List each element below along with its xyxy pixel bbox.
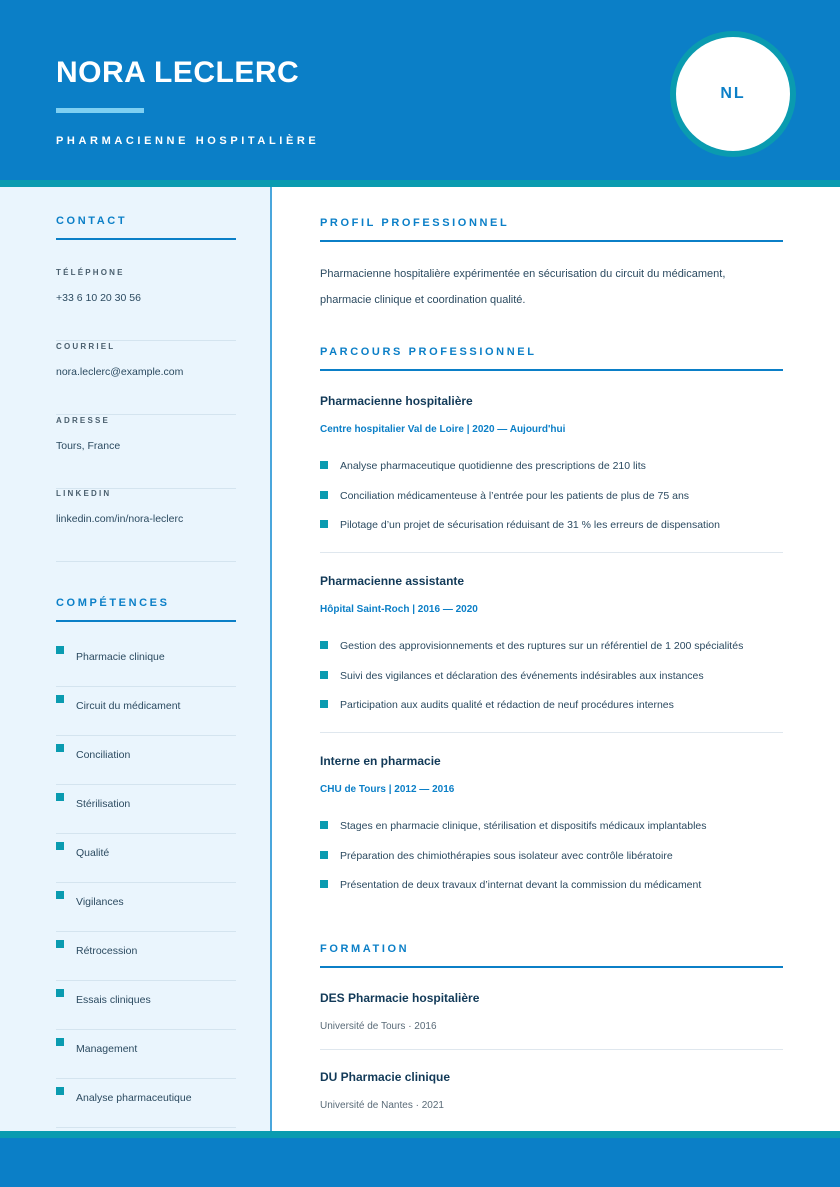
address-value: Tours, France (56, 440, 121, 452)
skill-item (56, 638, 236, 687)
job-bullet (320, 490, 783, 506)
job-bullet (320, 460, 783, 476)
square-bullet-icon (320, 491, 328, 499)
skill-label: Essais cliniques (76, 994, 151, 1006)
square-bullet-icon (56, 793, 64, 801)
square-bullet-icon (56, 989, 64, 997)
education-degree: DU Pharmacie clinique (320, 1070, 451, 1084)
skill-item (56, 932, 236, 981)
square-bullet-icon (56, 695, 64, 703)
skill-item (56, 981, 236, 1030)
contact-label: ADRESSE (56, 416, 111, 425)
square-bullet-icon (320, 671, 328, 679)
skill-label: Circuit du médicament (76, 700, 181, 712)
skill-item (56, 1079, 236, 1128)
square-bullet-icon (56, 891, 64, 899)
header-accent-stripe (0, 180, 840, 187)
skill-label: Rétrocession (76, 945, 138, 957)
square-bullet-icon (56, 1087, 64, 1095)
square-bullet-icon (320, 700, 328, 708)
job-entry (320, 574, 783, 733)
contact-phone (56, 268, 236, 341)
skill-item (56, 687, 236, 736)
skills-list (56, 638, 236, 1128)
contact-heading: CONTACT (56, 215, 236, 240)
email-value: nora.leclerc@example.com (56, 366, 184, 378)
job-role: Interne en pharmacie (320, 754, 441, 768)
contact-label: TÉLÉPHONE (56, 268, 125, 277)
footer-accent-stripe (0, 1131, 840, 1138)
skill-label: Vigilances (76, 896, 124, 908)
contact-label: LINKEDIN (56, 489, 112, 498)
bullet-text: Pilotage d’un projet de sécurisation réduisant de 31 % les erreurs de dispensation (340, 519, 720, 531)
name-underline (56, 108, 144, 113)
bullet-text: Gestion des approvisionnements et des ruptures sur un référentiel de 1 200 spécialités (340, 640, 744, 652)
education-degree: DES Pharmacie hospitalière (320, 991, 480, 1005)
skill-label: Conciliation (76, 749, 131, 761)
skill-label: Management (76, 1043, 138, 1055)
contact-label: COURRIEL (56, 342, 116, 351)
education-detail: Université de Tours · 2016 (320, 1021, 437, 1032)
job-title: PHARMACIENNE HOSPITALIÈRE (56, 135, 320, 147)
education-heading: FORMATION (320, 943, 783, 968)
square-bullet-icon (320, 641, 328, 649)
square-bullet-icon (320, 851, 328, 859)
square-bullet-icon (56, 1038, 64, 1046)
experience-heading: PARCOURS PROFESSIONNEL (320, 346, 783, 371)
bullet-text: Préparation des chimiothérapies sous isolateur avec contrôle libératoire (340, 850, 673, 862)
bullet-text: Stages en pharmacie clinique, stérilisation et dispositifs médicaux implantables (340, 820, 707, 832)
contact-address (56, 416, 236, 489)
skill-item (56, 736, 236, 785)
job-bullet (320, 640, 783, 656)
square-bullet-icon (320, 880, 328, 888)
job-bullet (320, 519, 783, 535)
bullet-text: Participation aux audits qualité et rédaction de neuf procédures internes (340, 699, 674, 711)
job-meta: Hôpital Saint-Roch | 2016 — 2020 (320, 604, 478, 615)
square-bullet-icon (320, 520, 328, 528)
job-entry (320, 394, 783, 553)
job-bullet (320, 850, 783, 866)
bullet-text: Présentation de deux travaux d’internat devant la commission du médicament (340, 879, 702, 891)
phone-value: +33 6 10 20 30 56 (56, 292, 141, 304)
education-detail: Université de Nantes · 2021 (320, 1100, 444, 1111)
job-bullet (320, 670, 783, 686)
monogram-badge (676, 37, 790, 151)
bullet-text: Conciliation médicamenteuse à l’entrée pour les patients de plus de 75 ans (340, 490, 690, 502)
job-bullet (320, 820, 783, 836)
job-entry (320, 754, 783, 904)
square-bullet-icon (56, 842, 64, 850)
candidate-name: NORA LECLERC (56, 56, 300, 89)
skill-label: Qualité (76, 847, 110, 859)
job-meta: CHU de Tours | 2012 — 2016 (320, 784, 455, 795)
footer-banner (0, 1138, 840, 1187)
skills-heading: COMPÉTENCES (56, 597, 236, 622)
square-bullet-icon (56, 646, 64, 654)
skill-item (56, 883, 236, 932)
sidebar-divider (270, 187, 272, 1131)
job-role: Pharmacienne hospitalière (320, 394, 473, 408)
skill-label: Analyse pharmaceutique (76, 1092, 192, 1104)
job-role: Pharmacienne assistante (320, 574, 465, 588)
monogram-initials: NL (720, 85, 746, 102)
job-bullet (320, 699, 783, 715)
contact-email (56, 342, 236, 415)
contact-linkedin (56, 489, 236, 562)
skill-item (56, 834, 236, 883)
skill-label: Stérilisation (76, 798, 131, 810)
square-bullet-icon (56, 744, 64, 752)
square-bullet-icon (320, 461, 328, 469)
linkedin-value: linkedin.com/in/nora-leclerc (56, 513, 184, 525)
skill-item (56, 1030, 236, 1079)
profile-text-line: pharmacie clinique et coordination qualité. (320, 294, 526, 306)
job-meta: Centre hospitalier Val de Loire | 2020 — Aujourd'hui (320, 424, 566, 435)
square-bullet-icon (56, 940, 64, 948)
square-bullet-icon (320, 821, 328, 829)
job-bullet (320, 879, 783, 895)
education-entry (320, 1070, 783, 1120)
bullet-text: Suivi des vigilances et déclaration des événements indésirables aux instances (340, 670, 704, 682)
profile-text-line: Pharmacienne hospitalière expérimentée en sécurisation du circuit du médicament, (320, 268, 726, 280)
education-entry (320, 991, 783, 1050)
bullet-text: Analyse pharmaceutique quotidienne des prescriptions de 210 lits (340, 460, 646, 472)
skill-item (56, 785, 236, 834)
skill-label: Pharmacie clinique (76, 651, 165, 663)
profile-heading: PROFIL PROFESSIONNEL (320, 217, 783, 242)
